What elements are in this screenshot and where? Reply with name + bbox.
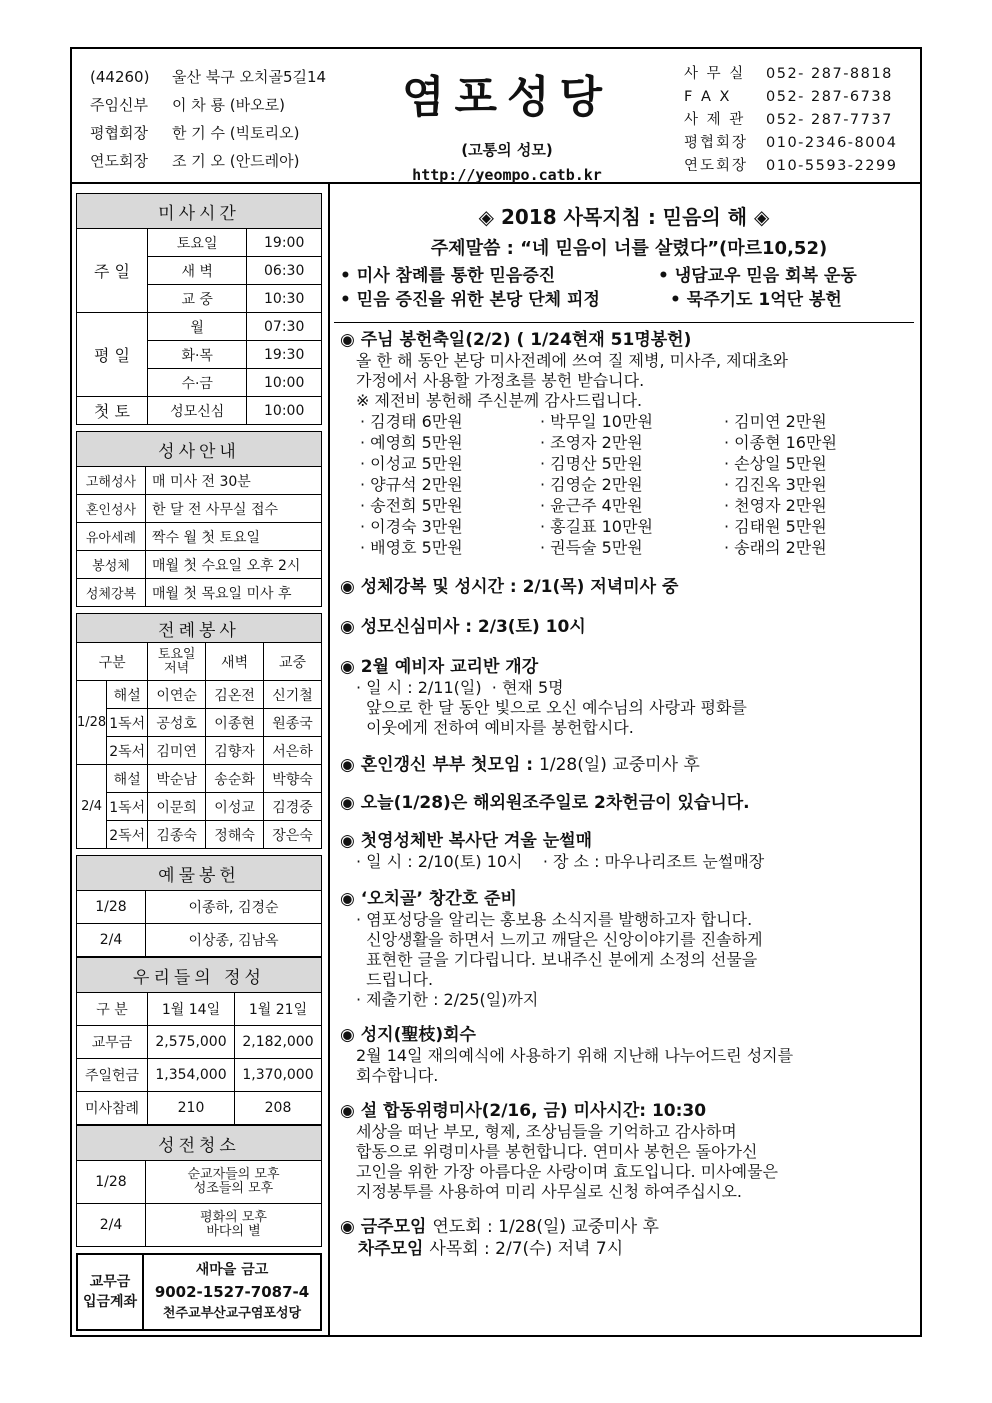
mass-times-table	[76, 193, 322, 425]
notice-title: ◉ 성모신심미사 : 2/3(토) 10시	[340, 617, 586, 637]
mass-day: 화·목	[148, 341, 247, 369]
sacrament-info: 매 미사 전 30분	[146, 467, 322, 495]
liturgy-header: 토요일 저녁	[148, 643, 206, 681]
cleaning-date: 1/28	[77, 1161, 146, 1204]
sunday-label: 주 일	[77, 229, 148, 313]
sacrament-info: 한 달 전 사무실 접수	[146, 495, 322, 523]
sacrament-name: 혼인성사	[77, 495, 146, 523]
liturgy-person: 이종현	[206, 709, 264, 737]
donor-item: · 송래의 2만원	[724, 538, 827, 557]
goal-item: • 믿음 증진을 위한 본당 단체 피정	[340, 290, 600, 310]
mass-time: 10:00	[247, 397, 322, 425]
mass-times-title: 미사시간	[77, 194, 322, 229]
contact-value: 052- 287-7737	[766, 112, 893, 128]
liturgy-person: 박순남	[148, 765, 206, 793]
liturgy-header: 구분	[77, 643, 148, 681]
liturgy-role: 1독서	[107, 709, 148, 737]
column-divider	[328, 182, 330, 1337]
mass-day: 새 벽	[148, 257, 247, 285]
liturgy-role: 2독서	[107, 821, 148, 849]
mass-day: 토요일	[148, 229, 247, 257]
account-holder: 천주교부산교구염포성당	[162, 1306, 302, 1321]
account-info	[144, 1259, 320, 1325]
cleaning-date: 2/4	[77, 1204, 146, 1247]
account-label-line: 교무금	[89, 1274, 131, 1290]
mass-time: 06:30	[247, 257, 322, 285]
liturgy-role: 2독서	[107, 737, 148, 765]
sacraments-title: 성사안내	[77, 432, 322, 467]
contact-value: 010-2346-8004	[766, 135, 898, 151]
cleaning-title: 성전청소	[77, 1126, 322, 1161]
liturgy-role: 해설	[107, 681, 148, 709]
donor-item: · 이종현 16만원	[724, 433, 837, 452]
parish-title: 염포성당	[401, 72, 612, 123]
offering-date: 2/4	[77, 924, 146, 957]
notice-marian-mass	[340, 616, 918, 638]
donor-item: · 김경태 6만원	[360, 412, 463, 431]
cleaning-group: 평화의 모후	[200, 1210, 267, 1225]
notice-title: ◉ 성체강복 및 성시간 : 2/1(목) 저녁미사 중	[340, 577, 679, 597]
mass-time: 10:30	[247, 285, 322, 313]
notice-memorial-mass	[340, 1100, 918, 1202]
notice-text: 회수합니다.	[356, 1066, 439, 1085]
liturgy-person: 정해숙	[206, 821, 264, 849]
notice-title: ◉ 2월 예비자 교리반 개강	[340, 657, 539, 677]
finance-header: 1월 14일	[148, 993, 235, 1026]
notice-text: 앞으로 한 달 동안 빛으로 오신 예수님의 사랑과 평화를	[356, 698, 747, 717]
notice-text: · 일 시 : 2/10(토) 10시 · 장 소 : 마우나리조트 눈썰매장	[356, 852, 765, 871]
postal-code: (44260)	[90, 68, 150, 86]
sacrament-info: 짝수 월 첫 토요일	[146, 523, 322, 551]
pastoral-theme-verse: 주제말씀 : “네 믿음이 너를 살렸다”(마르10,52)	[430, 238, 828, 259]
cleaning-table	[76, 1125, 322, 1247]
liturgy-person: 김경중	[264, 793, 322, 821]
account-number: 9002-1527-7087-4	[154, 1283, 310, 1301]
notice-marriage-renewal	[340, 754, 918, 776]
notice-title-bold: ◉ 혼인갱신 부부 첫모임 :	[340, 755, 540, 775]
notice-title	[340, 754, 918, 776]
sacraments-table	[76, 431, 322, 607]
liturgy-person: 공성호	[148, 709, 206, 737]
notice-title-normal: 사목회 : 2/7(수) 저녁 7시	[429, 1239, 624, 1259]
donor-item: · 김명산 5만원	[540, 454, 643, 473]
account-box	[76, 1253, 322, 1331]
cleaning-group: 성조들의 모후	[193, 1181, 274, 1196]
sacrament-info: 매월 첫 목요일 미사 후	[146, 579, 322, 607]
weekday-label: 평 일	[77, 313, 148, 397]
prayer-chair-label: 연도회장	[90, 152, 148, 170]
notice-title-bold: ◉ 금주모임	[340, 1217, 433, 1237]
header-contacts	[684, 63, 897, 178]
notice-title-normal: 연도회 : 1/28(일) 교중미사 후	[432, 1217, 659, 1237]
liturgy-role: 해설	[107, 765, 148, 793]
offering-names: 이종하, 김경순	[146, 891, 322, 924]
notice-text: 신앙생활을 하면서 느끼고 깨달은 신앙이야기를 진솔하게	[356, 930, 763, 949]
donor-item: · 권득술 5만원	[540, 538, 643, 557]
liturgy-person: 김향자	[206, 737, 264, 765]
liturgy-header: 교중	[264, 643, 322, 681]
mass-time: 07:30	[247, 313, 322, 341]
notice-newsletter	[340, 888, 918, 1010]
liturgy-title: 전례봉사	[77, 614, 322, 643]
donor-list	[340, 411, 918, 558]
liturgy-person: 이성교	[206, 793, 264, 821]
donor-item: · 양규석 2만원	[360, 475, 463, 494]
liturgy-person: 이연순	[148, 681, 206, 709]
goal-item: • 묵주기도 1억단 봉헌	[670, 290, 842, 310]
contact-label: 사 제 관	[684, 112, 746, 128]
notice-title: ◉ 첫영성체반 복사단 겨울 눈썰매	[340, 831, 592, 851]
account-label-line: 입금계좌	[82, 1294, 138, 1310]
finance-title: 우리들의 정성	[77, 958, 322, 993]
donor-item: · 이성교 5만원	[360, 454, 463, 473]
notice-text: 드립니다.	[356, 970, 434, 989]
contact-label: 평협회장	[684, 135, 749, 151]
header	[72, 49, 920, 184]
offering-table	[76, 855, 322, 957]
contact-label: 사 무 실	[684, 66, 746, 82]
offering-title: 예물봉헌	[77, 856, 322, 891]
donor-item: · 조영자 2만원	[540, 433, 643, 452]
notice-title: ◉ 성지(聖枝)회수	[340, 1025, 476, 1045]
liturgy-person: 원종국	[264, 709, 322, 737]
donor-item: · 예영희 5만원	[360, 433, 463, 452]
contact-label: 연도회장	[684, 158, 749, 174]
finance-value: 2,575,000	[148, 1026, 235, 1059]
notice-title	[340, 1238, 918, 1260]
donor-item: · 손상일 5만원	[724, 454, 827, 473]
notice-meetings	[340, 1216, 918, 1260]
notice-text: 2월 14일 재의예식에 사용하기 위해 지난해 나누어드린 성지를	[356, 1046, 794, 1065]
mass-time: 19:30	[247, 341, 322, 369]
goal-item: • 미사 참례를 통한 믿음증진	[340, 266, 556, 286]
pastoral-theme-title: ◈ 2018 사목지침 : 믿음의 해 ◈	[478, 205, 770, 229]
liturgy-person: 이문희	[148, 793, 206, 821]
contact-label: F A X	[684, 89, 732, 105]
liturgy-date: 1/28	[77, 681, 107, 765]
cleaning-group: 바다의 별	[206, 1224, 261, 1239]
mass-time: 10:00	[247, 369, 322, 397]
notice-text: 세상을 떠난 부모, 형제, 조상님들을 기억하고 감사하며	[356, 1122, 737, 1141]
notice-presentation	[340, 329, 918, 558]
notice-text: 올 한 해 동안 본당 미사전례에 쓰여 질 제병, 미사주, 제대초와	[356, 351, 788, 370]
council-chair-label: 평협회장	[90, 124, 148, 142]
finance-value: 1,370,000	[235, 1059, 322, 1092]
liturgy-date: 2/4	[77, 765, 107, 849]
notice-title: ◉ ‘오치골’ 창간호 준비	[340, 889, 517, 909]
main-content	[340, 201, 918, 1260]
liturgy-person: 송순화	[206, 765, 264, 793]
address: 울산 북구 오치골5길14	[172, 68, 327, 86]
finance-value: 2,182,000	[235, 1026, 322, 1059]
notice-palm-return	[340, 1024, 918, 1086]
notice-text: · 제출기한 : 2/25(일)까지	[356, 990, 539, 1009]
notice-title-normal: 1/28(일) 교중미사 후	[539, 755, 700, 775]
sidebar	[76, 193, 324, 1331]
notice-title	[340, 1216, 918, 1238]
liturgy-header: 새벽	[206, 643, 264, 681]
mass-day: 성모신심	[148, 397, 247, 425]
notice-title: ◉ 설 합동위령미사(2/16, 금) 미사시간: 10:30	[340, 1101, 707, 1121]
header-center	[392, 57, 622, 184]
goal-item: • 냉담교우 믿음 회복 운동	[658, 266, 857, 286]
contact-value: 010-5593-2299	[766, 158, 898, 174]
liturgy-person: 신기철	[264, 681, 322, 709]
notice-sledding	[340, 830, 918, 872]
offering-date: 1/28	[77, 891, 146, 924]
finance-value: 210	[148, 1092, 235, 1125]
finance-label: 주일헌금	[77, 1059, 148, 1092]
account-label	[78, 1255, 144, 1329]
donor-item: · 송전희 5만원	[360, 496, 463, 515]
notice-title: ◉ 주님 봉헌축일(2/2) ( 1/24현재 51명봉헌)	[340, 330, 692, 350]
notice-text: · 일 시 : 2/11(일) · 현재 5명	[356, 678, 564, 697]
finance-header: 1월 21일	[235, 993, 322, 1026]
liturgy-person: 서은하	[264, 737, 322, 765]
bulletin-page	[70, 47, 922, 1337]
liturgy-role: 1독서	[107, 793, 148, 821]
notice-benediction	[340, 576, 918, 598]
donor-item: · 김태원 5만원	[724, 517, 827, 536]
contact-value: 052- 287-8818	[766, 66, 893, 82]
finance-label: 교무금	[77, 1026, 148, 1059]
notice-text: 표현한 글을 기다립니다. 보내주신 분에게 소정의 선물을	[356, 950, 758, 969]
finance-header: 구 분	[77, 993, 148, 1026]
donor-item: · 김진옥 3만원	[724, 475, 827, 494]
sacrament-name: 봉성체	[77, 551, 146, 579]
pastor-name: 이 차 룡 (바오로)	[172, 96, 285, 114]
pastoral-goals	[340, 264, 918, 312]
notice-catechumen	[340, 656, 918, 738]
notice-text: 합동으로 위령미사를 봉헌합니다. 연미사 봉헌은 돌아가신	[356, 1142, 758, 1161]
donor-item: · 박무일 10만원	[540, 412, 653, 431]
pastor-label: 주임신부	[90, 96, 148, 114]
header-left-info	[90, 63, 326, 175]
notice-text: 이웃에게 전하여 예비자를 봉헌합시다.	[356, 718, 634, 737]
donor-item: · 김미연 2만원	[724, 412, 827, 431]
donor-item: · 이경숙 3만원	[360, 517, 463, 536]
donor-item: · 김영순 2만원	[540, 475, 643, 494]
parish-subtitle: (고통의 성모)	[461, 141, 553, 159]
sacrament-name: 성체강복	[77, 579, 146, 607]
finance-label: 미사참례	[77, 1092, 148, 1125]
council-chair-name: 한 기 수 (빅토리오)	[172, 124, 300, 142]
liturgy-service-table	[76, 613, 322, 849]
liturgy-person: 김온전	[206, 681, 264, 709]
notice-title-bold: 차주모임	[340, 1239, 430, 1259]
notice-text: ※ 제전비 봉헌해 주신분께 감사드립니다.	[356, 391, 643, 410]
mass-day: 월	[148, 313, 247, 341]
mass-day: 교 중	[148, 285, 247, 313]
sacrament-info: 매월 첫 수요일 오후 2시	[146, 551, 322, 579]
notice-text: 가정에서 사용할 가정초를 봉헌 받습니다.	[356, 371, 645, 390]
first-sat-label: 첫 토	[77, 397, 148, 425]
parish-url[interactable]: http://yeompo.catb.kr	[412, 166, 602, 184]
sacrament-name: 유아세례	[77, 523, 146, 551]
donor-item: · 배영호 5만원	[360, 538, 463, 557]
finance-table	[76, 957, 322, 1125]
notice-text: 지정봉투를 사용하여 미리 사무실로 신청 하여주십시오.	[356, 1182, 743, 1201]
prayer-chair-name: 조 기 오 (안드레아)	[172, 152, 300, 170]
liturgy-person: 김미연	[148, 737, 206, 765]
mass-time: 19:00	[247, 229, 322, 257]
finance-value: 1,354,000	[148, 1059, 235, 1092]
donor-item: · 홍길표 10만원	[540, 517, 653, 536]
liturgy-person: 장은숙	[264, 821, 322, 849]
liturgy-person: 김종숙	[148, 821, 206, 849]
donor-item: · 윤근주 4만원	[540, 496, 643, 515]
mass-day: 수·금	[148, 369, 247, 397]
account-bank: 새마을 금고	[195, 1262, 269, 1278]
notice-title: ◉ 오늘(1/28)은 해외원조주일로 2차헌금이 있습니다.	[340, 793, 750, 813]
offering-names: 이상종, 김남옥	[146, 924, 322, 957]
donor-item: · 천영자 2만원	[724, 496, 827, 515]
notice-overseas-aid	[340, 792, 918, 814]
cleaning-group: 순교자들의 모후	[187, 1167, 280, 1182]
contact-value: 052- 287-6738	[766, 89, 893, 105]
notice-text: 고인을 위한 가장 아름다운 사랑이며 효도입니다. 미사예물은	[356, 1162, 779, 1181]
divider	[334, 322, 914, 323]
liturgy-person: 박향숙	[264, 765, 322, 793]
sacrament-name: 고해성사	[77, 467, 146, 495]
notice-text: · 염포성당을 알리는 홍보용 소식지를 발행하고자 합니다.	[356, 910, 753, 929]
finance-value: 208	[235, 1092, 322, 1125]
